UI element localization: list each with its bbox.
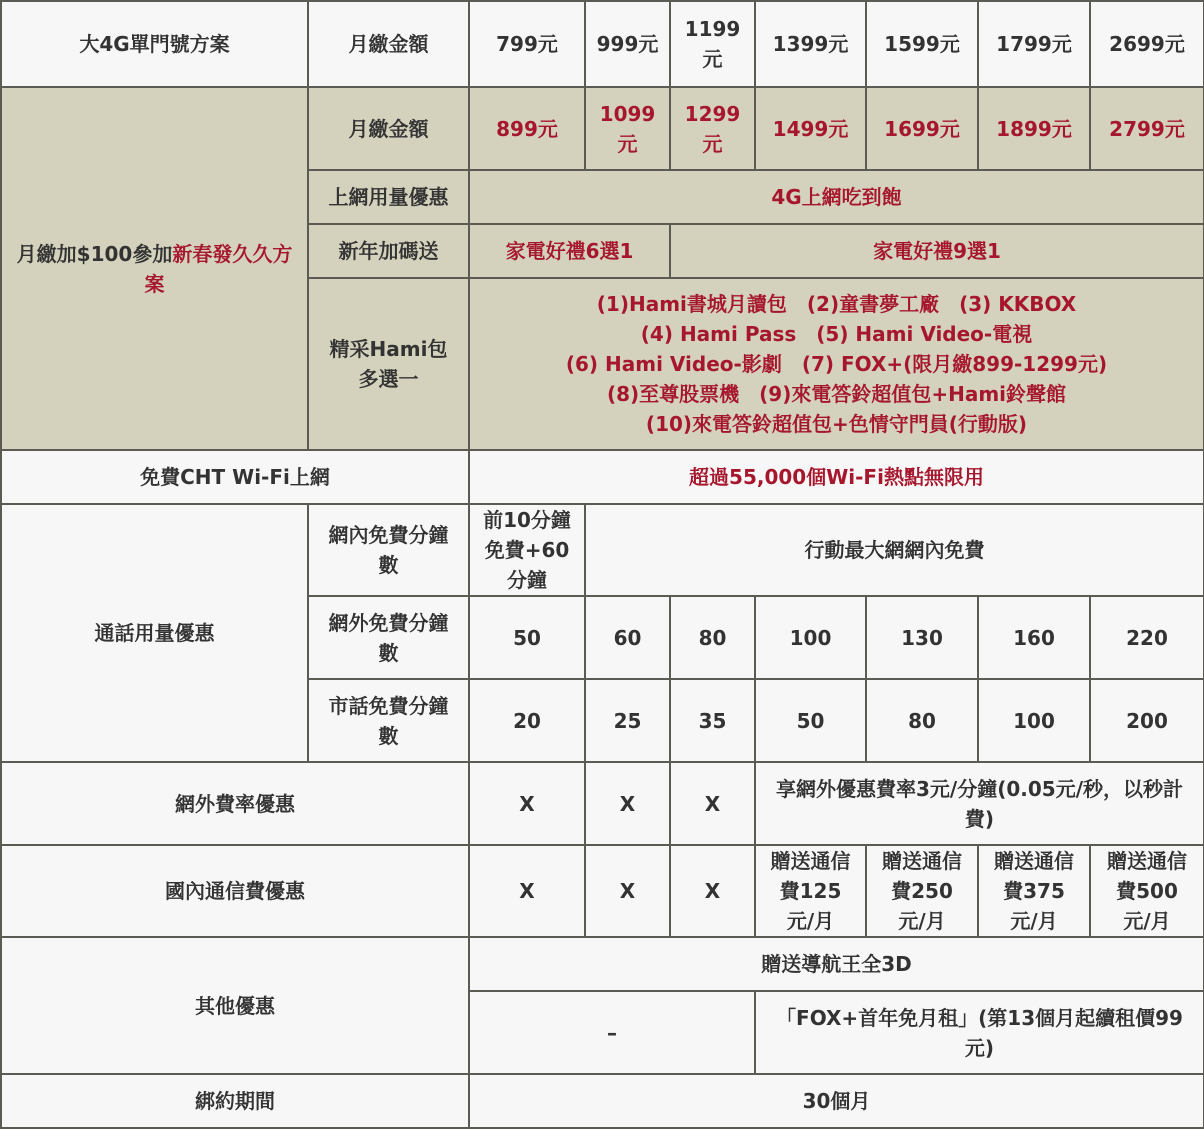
offnet-value-cell: 100 [755, 596, 866, 679]
promo-monthly-label-cell: 月繳金額 [308, 87, 469, 170]
offnet-value-cell: 160 [978, 596, 1090, 679]
promo-monthly-row [1, 87, 1204, 170]
hami-option-line: (10)來電答鈴超值包+色情守門員(行動版) [645, 412, 1028, 436]
gift-low-cell: 家電好禮6選1 [469, 224, 670, 278]
other-nav-row [1, 937, 1204, 991]
data-value-cell: 4G上網吃到飽 [469, 170, 1204, 224]
local-label-cell: 市話免費分鐘數 [308, 679, 469, 762]
promo-price-cell: 2799元 [1090, 87, 1204, 170]
wifi-label-cell: 免費CHT Wi-Fi上網 [1, 450, 469, 504]
offnet-value-cell: 50 [469, 596, 585, 679]
promo-price-cell: 1899元 [978, 87, 1090, 170]
domestic-row [1, 845, 1204, 937]
promo-price-cell: 1099元 [585, 87, 670, 170]
gift-label-cell: 新年加碼送 [308, 224, 469, 278]
domestic-x-cell: X [670, 845, 755, 937]
domestic-x-cell: X [585, 845, 670, 937]
domestic-gift-cell: 贈送通信費375元/月 [978, 845, 1090, 937]
domestic-x-cell: X [469, 845, 585, 937]
price-cell: 1399元 [755, 1, 866, 87]
onnet-rest-cell: 行動最大網網內免費 [585, 504, 1204, 596]
calls-onnet-row [1, 504, 1204, 596]
other-fox-cell: 「FOX+首年免月租」(第13個月起續租價99元) [755, 991, 1204, 1074]
onnet-label-cell: 網內免費分鐘數 [308, 504, 469, 596]
promo-price-cell: 1299元 [670, 87, 755, 170]
data-label-cell: 上網用量優惠 [308, 170, 469, 224]
domestic-gift-cell: 贈送通信費125元/月 [755, 845, 866, 937]
local-value-cell: 25 [585, 679, 670, 762]
promo-label-highlight: 新春發久久方案 [144, 241, 293, 296]
local-value-cell: 50 [755, 679, 866, 762]
offnet-value-cell: 220 [1090, 596, 1204, 679]
local-value-cell: 20 [469, 679, 585, 762]
price-cell: 1199元 [670, 1, 755, 87]
hami-option-line: (8)至尊股票機 (9)來電答鈴超值包+Hami鈴聲館 [606, 382, 1067, 406]
other-nav-cell: 贈送導航王全3D [469, 937, 1204, 991]
price-cell: 799元 [469, 1, 585, 87]
contract-row [1, 1074, 1204, 1128]
gift-high-cell: 家電好禮9選1 [670, 224, 1204, 278]
local-value-cell: 200 [1090, 679, 1204, 762]
offnet-rate-x-cell: X [585, 762, 670, 845]
local-value-cell: 35 [670, 679, 755, 762]
price-cell: 1799元 [978, 1, 1090, 87]
header-row [1, 1, 1204, 87]
promo-price-cell: 899元 [469, 87, 585, 170]
offnet-label-cell: 網外免費分鐘數 [308, 596, 469, 679]
contract-value-cell: 30個月 [469, 1074, 1204, 1128]
offnet-rate-label-cell: 網外費率優惠 [1, 762, 469, 845]
promo-price-cell: 1499元 [755, 87, 866, 170]
domestic-label-cell: 國內通信費優惠 [1, 845, 469, 937]
wifi-row [1, 450, 1204, 504]
other-label-cell: 其他優惠 [1, 937, 469, 1074]
domestic-gift-cell: 贈送通信費500元/月 [1090, 845, 1204, 937]
other-dash-cell: – [469, 991, 755, 1074]
offnet-value-cell: 130 [866, 596, 978, 679]
promo-price-cell: 1699元 [866, 87, 978, 170]
plan-name-cell: 大4G單門號方案 [1, 1, 308, 87]
local-value-cell: 100 [978, 679, 1090, 762]
hami-option-line: (6) Hami Video-影劇 (7) FOX+(限月繳899-1299元) [565, 352, 1108, 376]
price-cell: 1599元 [866, 1, 978, 87]
offnet-rate-value-cell: 享網外優惠費率3元/分鐘(0.05元/秒，以秒計費) [755, 762, 1204, 845]
hami-list-cell [469, 278, 1204, 450]
calls-label-cell: 通話用量優惠 [1, 504, 308, 762]
offnet-value-cell: 80 [670, 596, 755, 679]
offnet-rate-row [1, 762, 1204, 845]
contract-label-cell: 綁約期間 [1, 1074, 469, 1128]
wifi-value-cell: 超過55,000個Wi-Fi熱點無限用 [469, 450, 1204, 504]
local-value-cell: 80 [866, 679, 978, 762]
monthly-label-cell: 月繳金額 [308, 1, 469, 87]
promo-label-prefix: 月繳加$100參加 [16, 241, 173, 266]
hami-option-line: (1)Hami書城月讀包 (2)童書夢工廠 (3) KKBOX [596, 292, 1077, 316]
offnet-rate-x-cell: X [469, 762, 585, 845]
price-cell: 2699元 [1090, 1, 1204, 87]
domestic-gift-cell: 贈送通信費250元/月 [866, 845, 978, 937]
hami-option-line: (4) Hami Pass (5) Hami Video-電視 [640, 322, 1033, 346]
offnet-rate-x-cell: X [670, 762, 755, 845]
price-cell: 999元 [585, 1, 670, 87]
hami-label-cell: 精采Hami包多選一 [308, 278, 469, 450]
offnet-value-cell: 60 [585, 596, 670, 679]
promo-label-cell [1, 87, 308, 450]
onnet-first-cell: 前10分鐘免費+60分鐘 [469, 504, 585, 596]
